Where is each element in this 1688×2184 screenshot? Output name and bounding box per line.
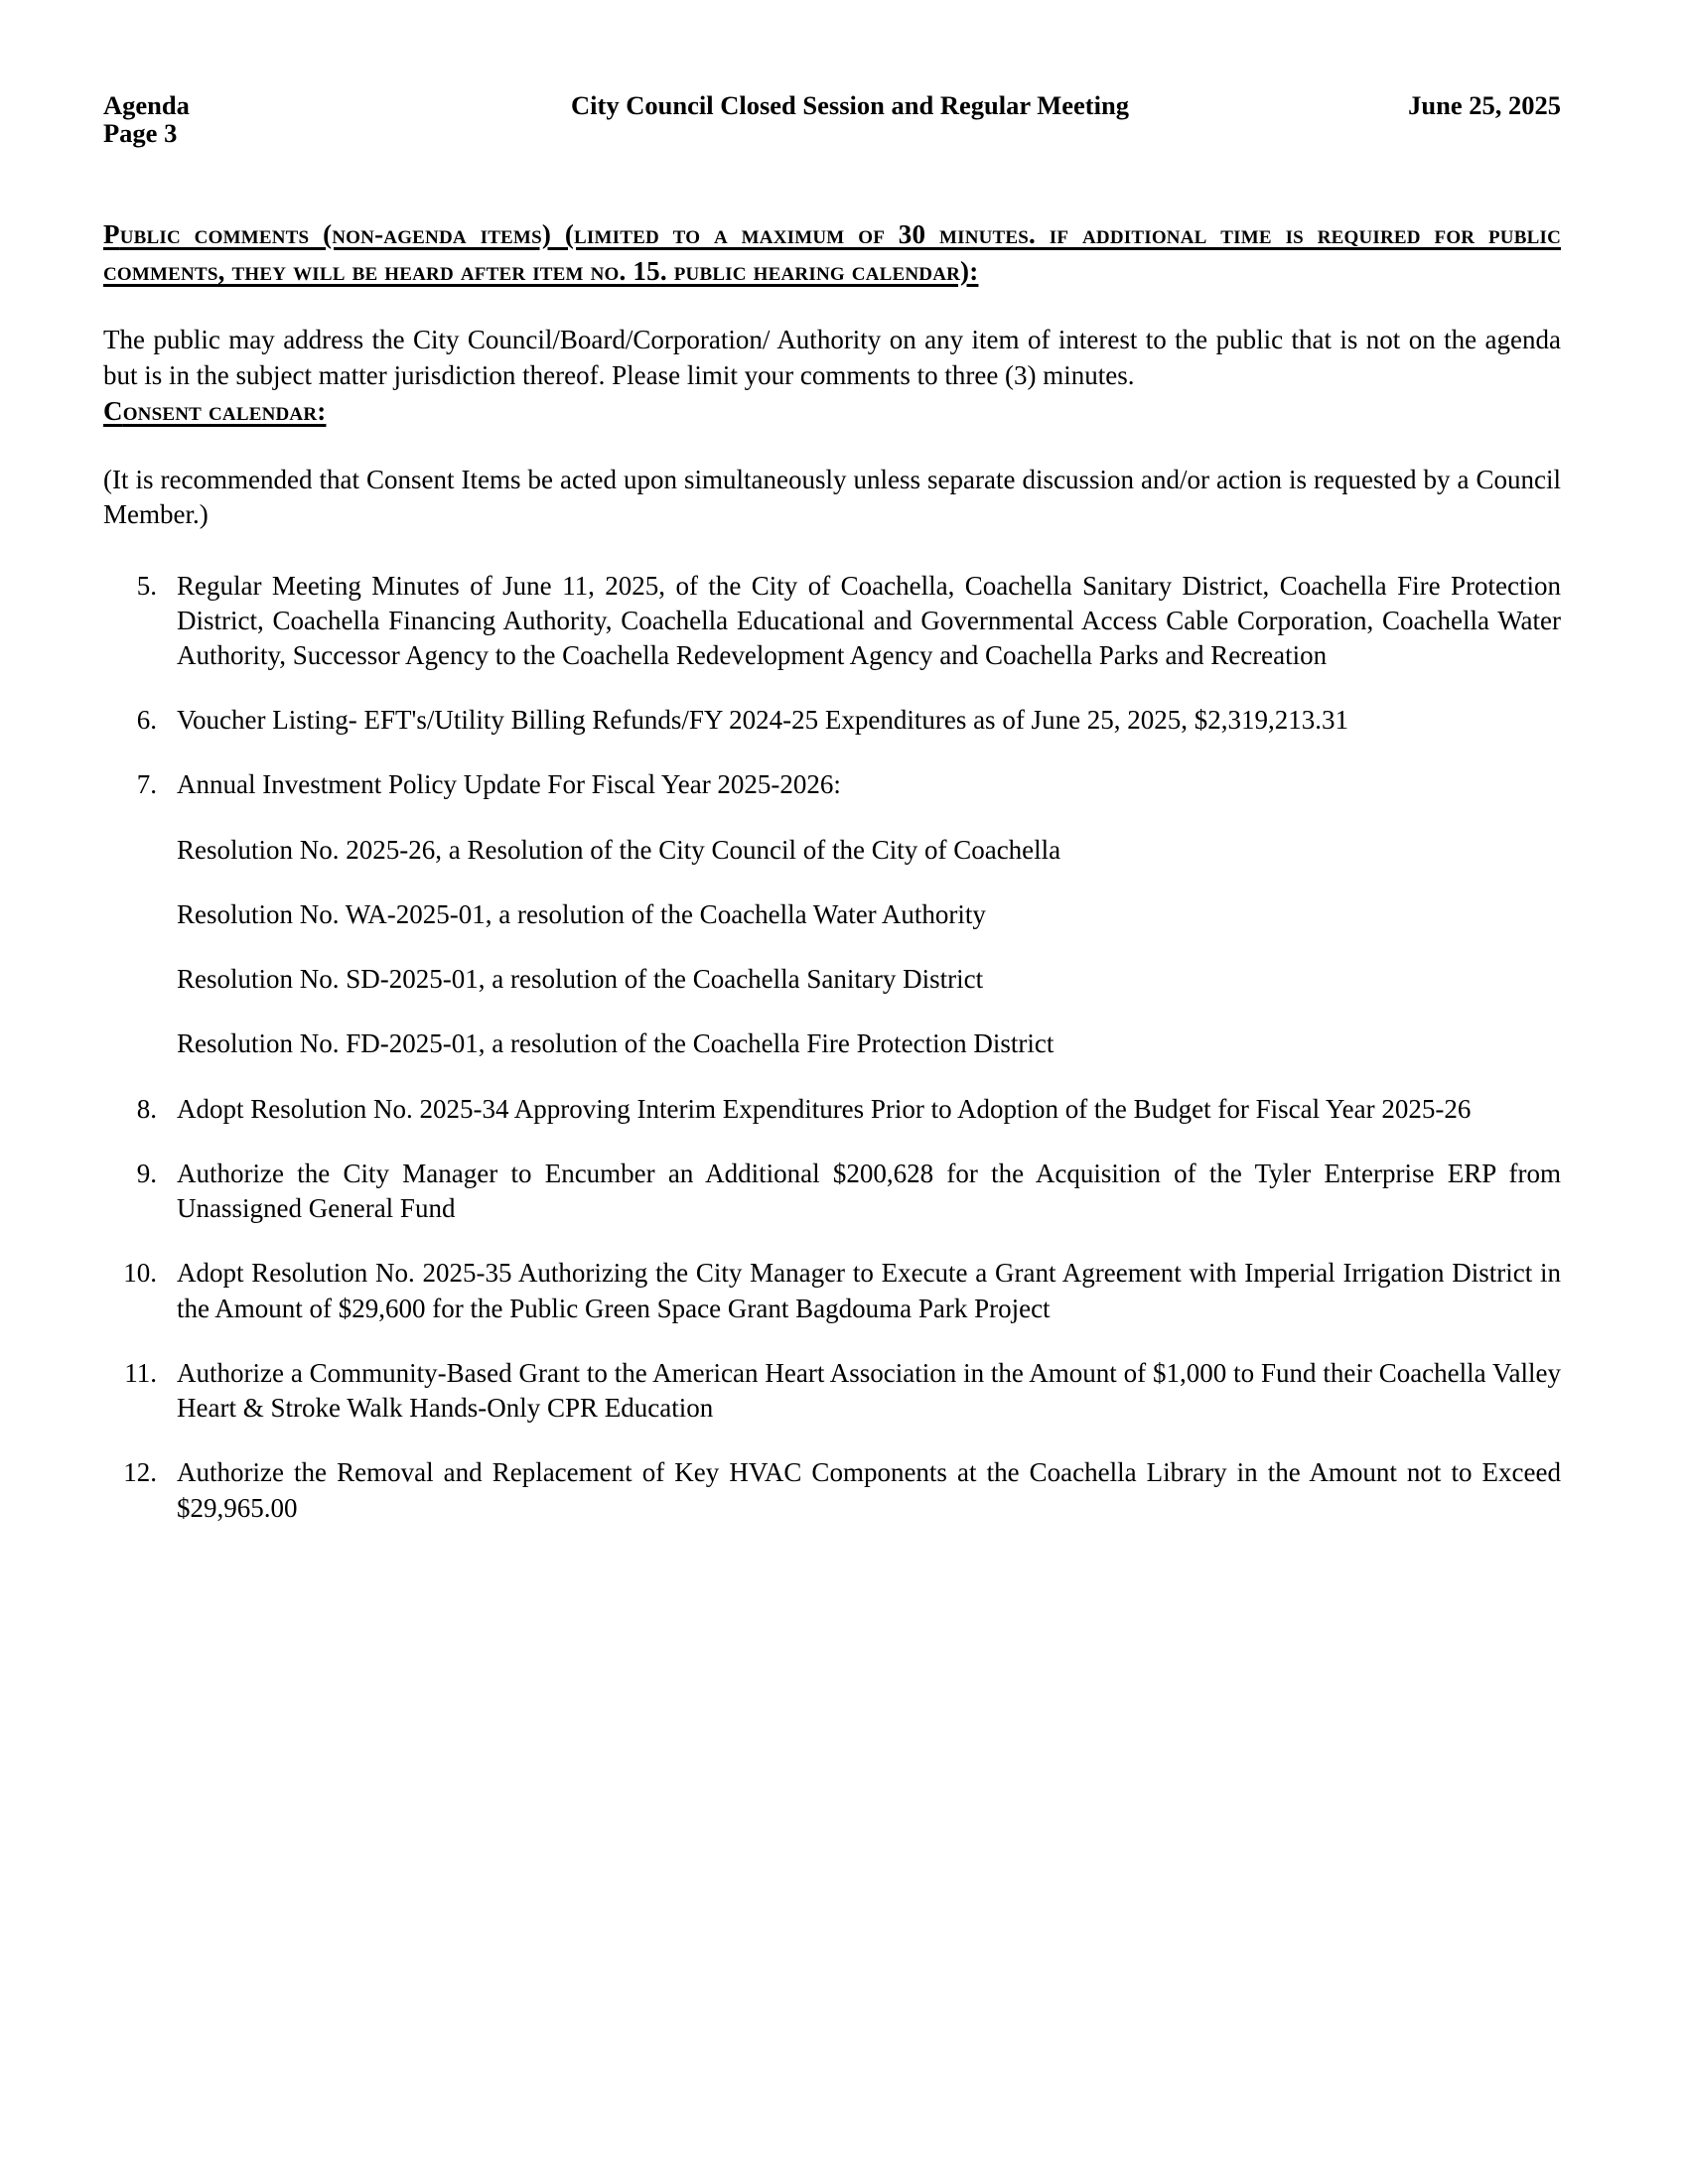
- consent-calendar-note: (It is recommended that Consent Items be acted upon simultaneously unless separate discussion and/or action is requested by a Council Member.): [103, 465, 1561, 530]
- consent-item-6-number: 6.: [136, 705, 157, 736]
- consent-item-9: [103, 1157, 1561, 1226]
- consent-calendar-heading-wrap: [103, 393, 1561, 430]
- consent-item-10-number: 10.: [123, 1258, 157, 1289]
- consent-item-12: [103, 1455, 1561, 1525]
- consent-item-7-subitem-3: Resolution No. SD-2025-01, a resolution of the Coachella Sanitary District: [177, 964, 984, 995]
- consent-item-8: [103, 1092, 1561, 1127]
- consent-calendar-heading: Consent calendar:: [103, 395, 327, 426]
- consent-item-5: [103, 569, 1561, 674]
- consent-item-7-text: Annual Investment Policy Update For Fiscal Year 2025-2026:: [177, 769, 841, 800]
- consent-item-7-subitem-1: Resolution No. 2025-26, a Resolution of the City Council of the City of Coachella: [177, 834, 1061, 865]
- consent-item-10-text: Adopt Resolution No. 2025-35 Authorizing the City Manager to Execute a Grant Agreement with Imperial Irrigation District in the Amount of $29,600 for the Public Green Space Grant Bagdouma Park Project: [177, 1258, 1561, 1323]
- consent-item-7-subitem-4: Resolution No. FD-2025-01, a resolution of the Coachella Fire Protection District: [177, 1028, 1055, 1059]
- consent-item-7-subitem-2: Resolution No. WA-2025-01, a resolution of the Coachella Water Authority: [177, 898, 986, 929]
- public-comments-heading: Public comments (non-agenda items) (limited to a maximum of 30 minutes. if additional time is required for public comments, they will be heard after item no. 15. public hearing calendar):: [103, 219, 1561, 286]
- consent-item-9-text: Authorize the City Manager to Encumber an Additional $200,628 for the Acquisition of the Tyler Enterprise ERP from Unassigned General Fund: [177, 1158, 1561, 1224]
- consent-item-6: [103, 703, 1561, 738]
- header-left-agenda: Agenda: [103, 90, 190, 120]
- consent-item-11-number: 11.: [124, 1357, 157, 1388]
- consent-items-list: [103, 569, 1561, 1526]
- consent-item-8-text: Adopt Resolution No. 2025-34 Approving Interim Expenditures Prior to Adoption of the Budget for Fiscal Year 2025-26: [177, 1093, 1472, 1124]
- consent-item-6-text: Voucher Listing- EFT's/Utility Billing Refunds/FY 2024-25 Expenditures as of June 25, 2025, $2,319,213.31: [177, 705, 1349, 736]
- consent-item-7-number: 7.: [136, 769, 157, 800]
- header-meeting-title: City Council Closed Session and Regular Meeting: [571, 90, 1129, 120]
- document-header: [103, 89, 1561, 175]
- header-meeting-date: June 25, 2025: [1408, 90, 1561, 120]
- consent-item-8-number: 8.: [136, 1093, 157, 1124]
- consent-item-11: [103, 1356, 1561, 1426]
- consent-item-12-number: 12.: [123, 1457, 157, 1488]
- public-comments-paragraph: The public may address the City Council/Board/Corporation/ Authority on any item of interest to the public that is not on the agenda but is in the subject matter jurisdiction thereof. Please limit your comments to three (3) minutes.: [103, 325, 1561, 390]
- consent-item-11-text: Authorize a Community-Based Grant to the American Heart Association in the Amount of $1,000 to Fund their Coachella Valley Heart & Stroke Walk Hands-Only CPR Education: [177, 1357, 1561, 1424]
- consent-item-9-number: 9.: [136, 1158, 157, 1188]
- document-body: [103, 216, 1561, 1526]
- consent-item-10: [103, 1256, 1561, 1325]
- consent-item-12-text: Authorize the Removal and Replacement of Key HVAC Components at the Coachella Library in the Amount not to Exceed $29,965.00: [177, 1457, 1561, 1523]
- consent-item-5-text: Regular Meeting Minutes of June 11, 2025, of the City of Coachella, Coachella Sanitary District, Coachella Fire Protection District, Coachella Financing Authority, Coachella Educational and Governmental Access Cable Corporation, Coachella Water Authority, Successor Agency to the Coachella Redevelopment Agency and Coachella Parks and Recreation: [177, 570, 1561, 670]
- consent-item-7: [103, 767, 1561, 1061]
- consent-item-5-number: 5.: [136, 570, 157, 601]
- header-left-page-number: Page 3: [103, 118, 178, 148]
